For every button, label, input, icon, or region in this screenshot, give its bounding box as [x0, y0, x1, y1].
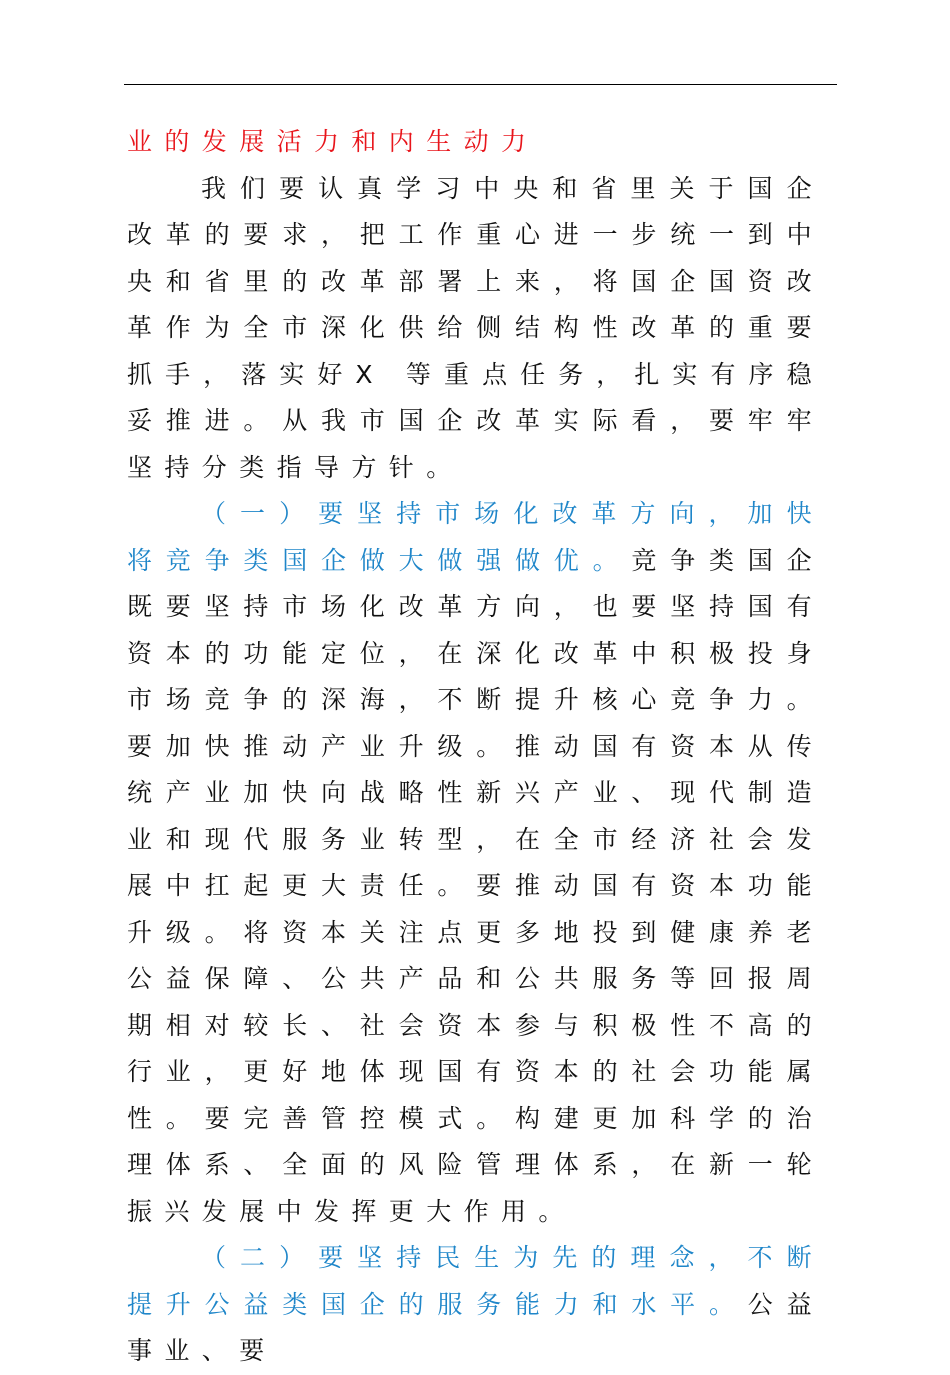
paragraph-intro: 我们要认真学习中央和省里关于国企改革的要求，把工作重心进一步统一到中央和省里的改革部署上来，将国企国资改革作为全市深化供给侧结构性改革的重要抓手，落实好X 等重点任务，扎实有序稳妥推进。从我市国企改革实际看，要牢牢坚持分类指导方针。: [127, 173, 824, 482]
section-1-paragraph: [127, 491, 824, 1235]
section-2-body: 公益事业、要: [127, 1289, 824, 1365]
section-2-heading: （二）要坚持民生为先的理念，不断提升公益类国企的服务能力和水平。: [127, 1243, 824, 1319]
section-1-body: 竞争类国企既要坚持市场化改革方向，也要坚持国有资本的功能定位，在深化改革中积极投身市场竞争的深海，不断提升核心竞争力。要加快推动产业升级。推动国有资本从传统产业加快向战略性新兴产业、现代制造业和现代服务业转型，在全市经济社会发展中扛起更大责任。要推动国有资本功能升级。将资本关注点更多地投到健康养老公益保障、公共产品和公共服务等回报周期相对较长、社会资本参与积极性不高的行业，更好地体现国有资本的社会功能属性。要完善管控模式。构建更加科学的治理体系、全面的风险管理体系，在新一轮振兴发展中发挥更大作用。: [127, 545, 824, 1226]
header-rule: [124, 84, 837, 85]
document-body: [127, 119, 824, 1375]
continued-heading: 业的发展活力和内生动力: [127, 127, 539, 156]
section-2-paragraph: [127, 1235, 824, 1375]
section-1-heading: （一）要坚持市场化改革方向，加快将竞争类国企做大做强做优。: [127, 499, 824, 575]
